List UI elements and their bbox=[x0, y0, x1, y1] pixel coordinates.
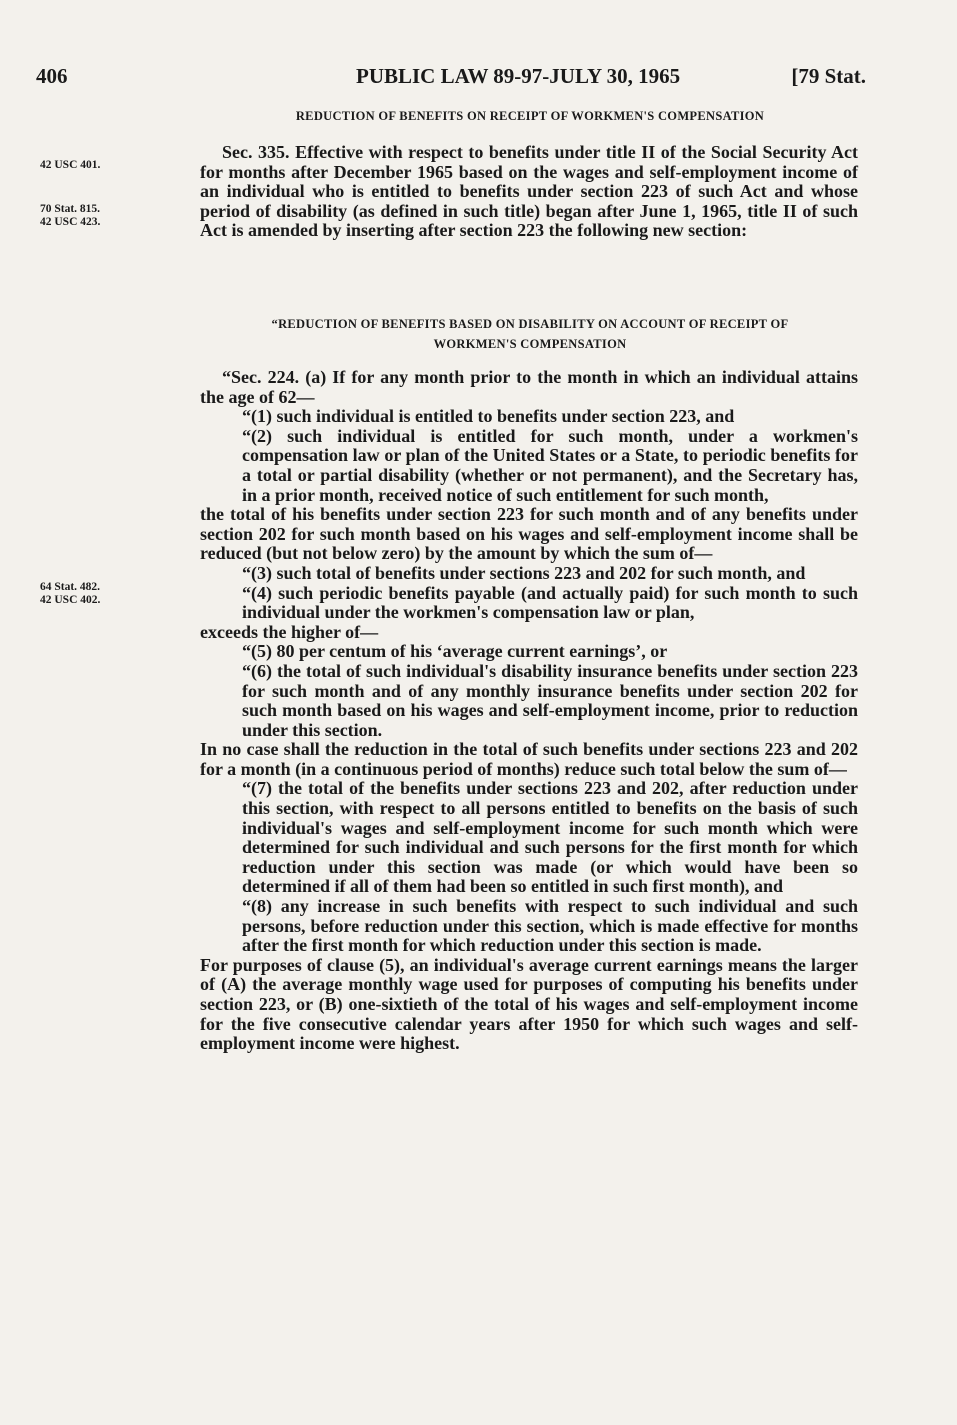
new-section-heading-line2: WORKMEN'S COMPENSATION bbox=[433, 337, 627, 351]
margin-note-stat-482: 64 Stat. 482. bbox=[40, 581, 101, 593]
clause-5: “(5) 80 per centum of his ‘average current earnings’, or bbox=[242, 641, 668, 662]
margin-note-usc-423: 42 USC 423. bbox=[40, 216, 101, 228]
paragraph-exceeds: exceeds the higher of— bbox=[200, 621, 379, 642]
clause-4: “(4) such periodic benefits payable (and actually paid) for such month to such individual under the workmen's compensation law or plan, bbox=[242, 582, 858, 623]
page-title: PUBLIC LAW 89-97-JULY 30, 1965 bbox=[356, 64, 681, 88]
new-section-heading bbox=[200, 314, 860, 354]
volume-reference: [79 Stat. bbox=[791, 64, 866, 88]
page-header bbox=[36, 64, 866, 94]
page-number: 406 bbox=[36, 64, 68, 88]
new-section-heading-line1: “REDUCTION OF BENEFITS BASED ON DISABILITY ON ACCOUNT OF RECEIPT OF bbox=[271, 317, 789, 331]
paragraph-no-case: In no case shall the reduction in the total of such benefits under sections 223 and 202 for a month (in a continuous period of months) reduce such total below the sum of— bbox=[200, 739, 858, 779]
paragraph-purposes: For purposes of clause (5), an individual's average current earnings means the larger of (A) the average monthly wage used for purposes of computing his benefits under section 223, or (B) one-sixtieth of the total of his wages and self-employment income for the five consecutive calendar years after 1950 for which such wages and self-employment income were highest. bbox=[200, 954, 858, 1054]
clause-2: “(2) such individual is entitled for such month, under a workmen's compensation law or plan of the United States or a State, to periodic benefits for a total or partial disability (whether or not permanent), and the Secretary has, in a prior month, received notice of such entitlement for such month, bbox=[242, 425, 858, 505]
clause-6: “(6) the total of such individual's disability insurance benefits under section 223 for such month and of any monthly insurance benefits under section 202 for such month based on his wages and self-employment income, prior to reduction under this section. bbox=[242, 660, 858, 740]
clause-3: “(3) such total of benefits under sections 223 and 202 for such month, and bbox=[242, 562, 806, 583]
section-224-text bbox=[200, 368, 858, 1054]
clause-7: “(7) the total of the benefits under sections 223 and 202, after reduction under this section, with respect to all persons entitled to benefits on the basis of such individual's wages and self-employment income for such month which were determined for such individual and such persons for the first month for which reduction under this section was made (or which would have been so determined if all of them had been so entitled in such first month), and bbox=[242, 778, 858, 897]
section-224-intro: “Sec. 224. (a) If for any month prior to the month in which an individual attains the age of 62— bbox=[200, 367, 858, 407]
section-335-paragraph: Sec. 335. Effective with respect to benefits under title II of the Social Security Act for months after December 1965 based on the wages and self-employment income of an individual who is entitled to benefits under section 223 of such Act and whose period of disability (as defined in such title) began after June 1, 1965, title II of such Act is amended by inserting after section 223 the following new section: bbox=[200, 142, 858, 241]
clause-1: “(1) such individual is entitled to benefits under section 223, and bbox=[242, 406, 735, 427]
margin-note-stat-815: 70 Stat. 815. bbox=[40, 203, 101, 215]
clause-8: “(8) any increase in such benefits with respect to such individual and such persons, before reduction under this section, which is made effective for months after the first month for which reduction under this section is made. bbox=[242, 896, 858, 956]
margin-note-usc-401: 42 USC 401. bbox=[40, 159, 101, 171]
section-335-text bbox=[200, 143, 858, 241]
margin-note-usc-402: 42 USC 402. bbox=[40, 594, 101, 606]
paragraph-total: the total of his benefits under section 223 for such month and of any benefits under section 202 for such month based on his wages and self-employment income shall be reduced (but not below zero) by the amount by which the sum of— bbox=[200, 504, 858, 564]
section-heading: REDUCTION OF BENEFITS ON RECEIPT OF WORKMEN'S COMPENSATION bbox=[295, 109, 765, 123]
